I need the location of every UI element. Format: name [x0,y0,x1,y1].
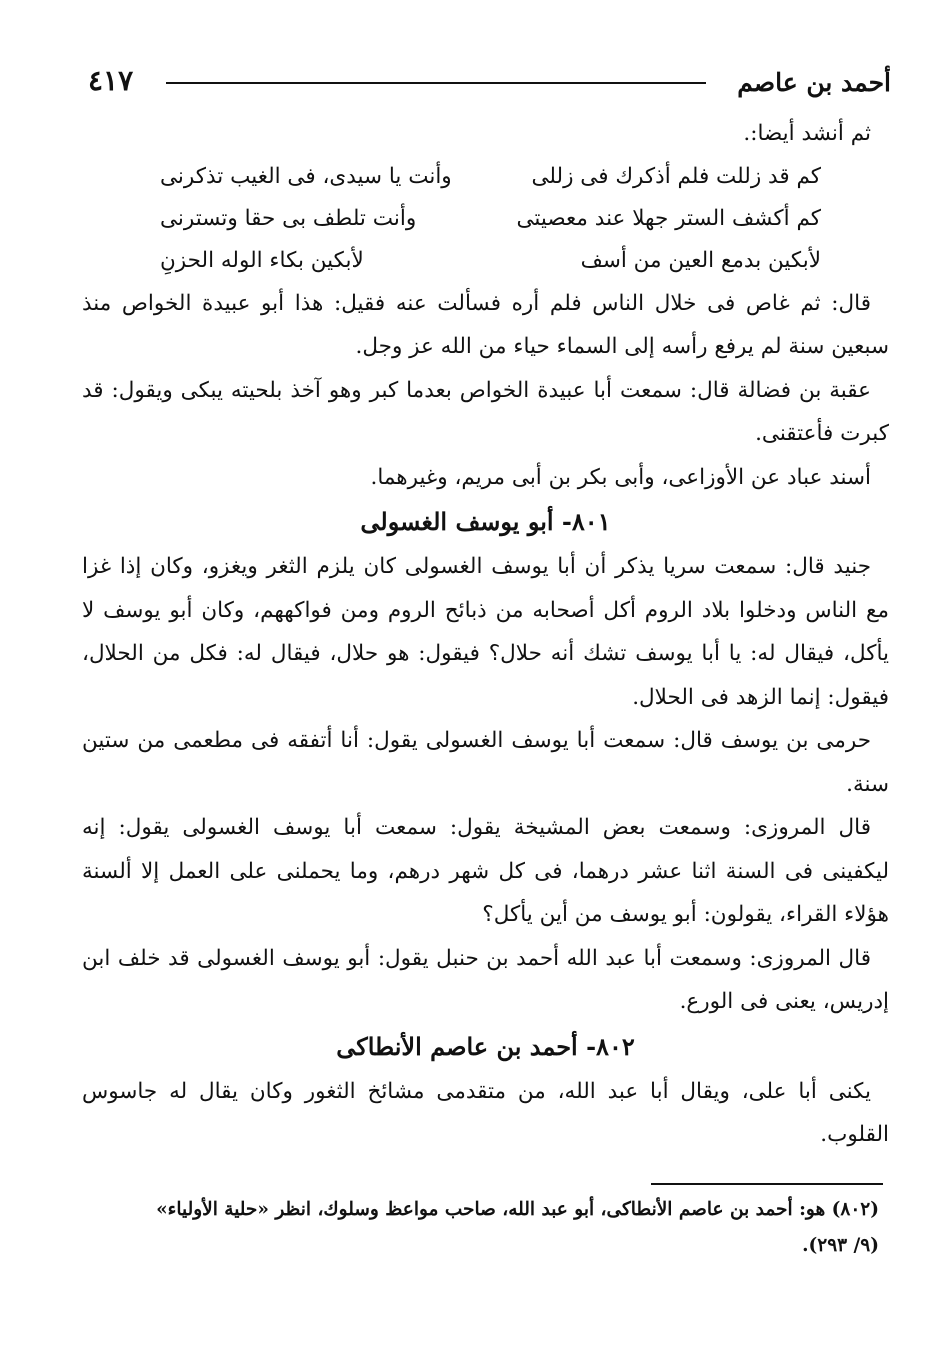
verse-second-hemistich: وأنت تلطف بى حقا وتسترنى [160,205,417,231]
page-header [88,62,891,102]
body-text [82,112,889,1157]
paragraph: جنيد قال: سمعت سريا يذكر أن أبا يوسف الغسولى كان يلزم الثغر ويغزو، وكان إذا غزا مع الناس ودخلوا بلاد الروم أكل أصحابه من ذبائح الروم ومن فواكههم، وكان أبو يوسف لا يأكل، فيقال له: يا أبا يوسف تشك أنه حلال؟ فيقول: هو حلال، فيقال له: فكل من الحلال، فيقول: إنما الزهد فى الحلال. [82,554,889,710]
footnote-rule [651,1183,883,1185]
verse-second-hemistich: لأبكين بكاء الوله الحزنِ [160,247,364,273]
paragraph: يكنى أبا على، ويقال أبا عبد الله، من متقدمى مشائخ الثغور وكان يقال له جاسوس القلوب. [82,1078,889,1147]
header-rule [166,82,706,84]
paragraph: عقبة بن فضالة قال: سمعت أبا عبيدة الخواص بعدما كبر وهو آخذ بلحيته يبكى ويقول: قد كبرت فأعتقنى. [82,377,889,446]
footnote [82,1192,879,1264]
verse-first-hemistich: لأبكين بدمع العين من أسف [580,247,821,273]
footnote-line: (٨٠٢) هو: أحمد بن عاصم الأنطاكى، أبو عبد الله، صاحب مواعظ وسلوك، انظر «حلية الأولياء» [156,1199,879,1220]
paragraph: قال المروزى: وسمعت أبا عبد الله أحمد بن حنبل يقول: أبو يوسف الغسولى قد خلف ابن إدريس، يعنى فى الورع. [82,945,889,1014]
poem [82,156,889,282]
section-heading-801: ٨٠١- أبو يوسف الغسولى [360,507,611,536]
paragraph: قال: ثم غاص فى خلال الناس فلم أره فسألت عنه فقيل: هذا أبو عبيدة الخواص منذ سبعين سنة لم يرفع رأسه إلى السماء حياء من الله عز وجل. [82,290,889,359]
paragraph: حرمى بن يوسف قال: سمعت أبا يوسف الغسولى يقول: أنا أتفقه فى مطعمى من ستين سنة. [82,728,889,797]
section-heading-802: ٨٠٢- أحمد بن عاصم الأنطاكى [336,1031,635,1061]
verse-second-hemistich: وأنت يا سيدى، فى الغيب تذكرنى [160,163,452,189]
footnote-line: (٩/ ٢٩٣). [802,1235,879,1256]
paragraph: أسند عباد عن الأوزاعى، وأبى بكر بن أبى مريم، وغيرهما. [370,464,871,490]
page-number: ٤١٧ [88,64,134,97]
verse-first-hemistich: كم أكشف الستر جهلا عند معصيتى [516,205,821,231]
verse-first-hemistich: كم قد زللت فلم أذكرك فى زللى [531,163,821,189]
paragraph: قال المروزى: وسمعت بعض المشيخة يقول: سمعت أبا يوسف الغسولى يقول: إنه ليكفينى فى السنة اثنا عشر درهما، فى كل شهر درهم، وما يحملنى على العمل إلا ألسنة هؤلاء القراء، يقولون: أبو يوسف من أين يأكل؟ [82,815,889,927]
intro-line: ثم أنشد أيضا:. [743,121,871,146]
poem-verse [82,156,889,198]
running-title: أحمد بن عاصم [737,68,891,97]
poem-verse [82,198,889,240]
poem-verse [82,240,889,282]
